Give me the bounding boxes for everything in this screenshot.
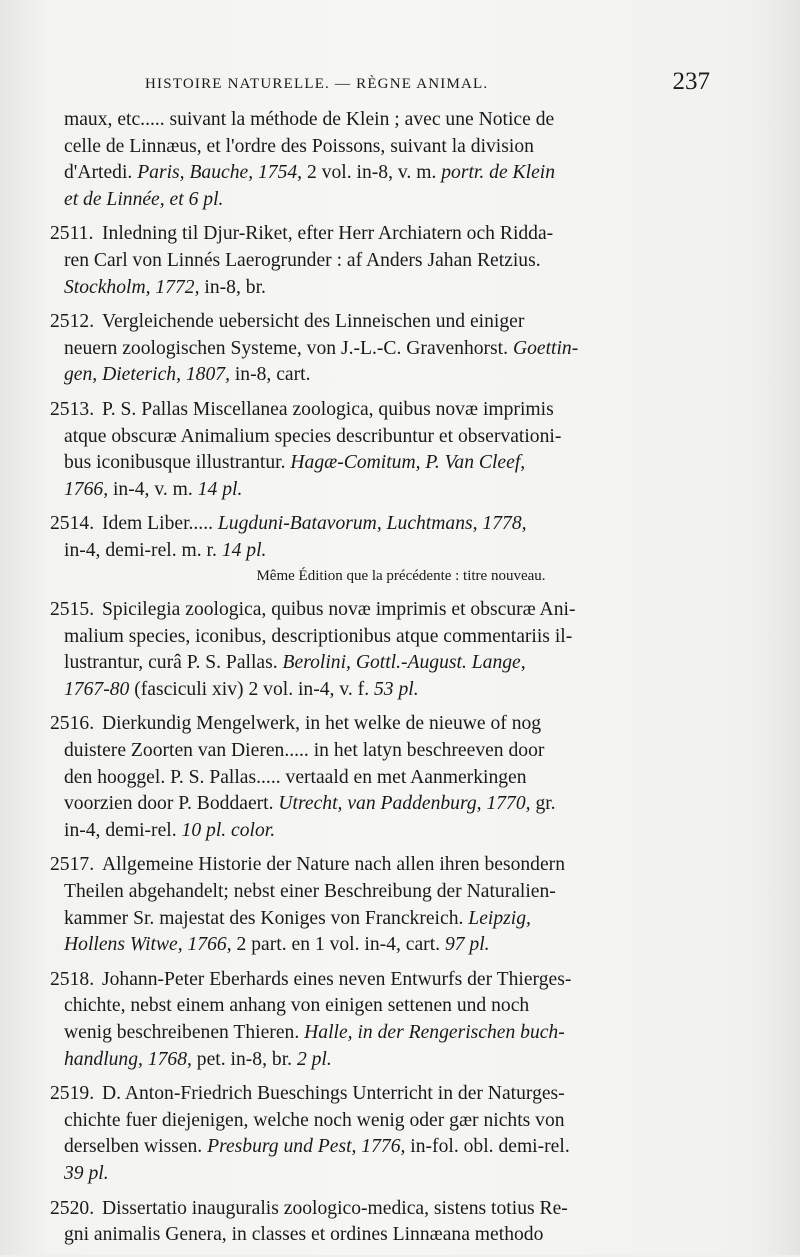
entry-line — [50, 1222, 742, 1249]
entry-line — [50, 134, 742, 161]
italic-text: Lugduni-Batavorum, Luchtmans, 1778, — [217, 513, 527, 535]
entry-number: 2517. — [50, 854, 95, 876]
entry-line — [50, 107, 742, 134]
entry-line — [50, 677, 742, 704]
text-run: bus iconibusque illustrantur. — [64, 452, 291, 474]
italic-text: Paris, Bauche, 1754, — [137, 162, 303, 184]
entry-line — [50, 450, 742, 477]
entry-number: 2518. — [50, 968, 95, 990]
catalogue-entry — [50, 711, 742, 844]
entry-line — [50, 906, 742, 933]
entry-line — [50, 1108, 742, 1135]
entry-line — [50, 932, 742, 959]
entry-line — [50, 362, 742, 389]
text-run: D. Anton-Friedrich Bueschings Unterricht in der Naturges- — [102, 1083, 565, 1105]
catalogue-entry — [50, 597, 742, 703]
text-run: in-8, br. — [199, 276, 266, 298]
entry-line — [50, 424, 742, 451]
entry-line — [50, 852, 742, 879]
entry-line — [50, 738, 742, 765]
text-run: Theilen abgehandelt; nebst einer Beschreibung der Naturalien- — [64, 881, 556, 903]
entry-number: 2516. — [50, 713, 95, 735]
catalogue-entry — [50, 852, 742, 958]
entry-number: 2514. — [50, 513, 95, 535]
entry-line — [50, 1047, 742, 1074]
catalogue-entry — [50, 107, 742, 213]
catalogue-entry — [50, 309, 742, 389]
italic-text: Stockholm, 1772, — [64, 276, 200, 298]
entry-line — [50, 1081, 742, 1108]
text-run: voorzien door P. Boddaert. — [64, 793, 279, 815]
entry-line — [50, 1196, 742, 1223]
italic-text: 14 pl. — [197, 478, 243, 500]
entry-line — [50, 1020, 742, 1047]
italic-text: 97 pl. — [444, 934, 490, 956]
italic-text: Hagæ-Comitum, P. Van Cleef, — [290, 452, 526, 474]
entry-number: 2513. — [50, 398, 95, 420]
catalogue-entry — [50, 1081, 742, 1187]
entry-line — [50, 187, 742, 214]
entry-line — [50, 624, 742, 651]
italic-text: portr. de Klein — [441, 162, 556, 184]
text-run: Inledning til Djur-Riket, efter Herr Archiatern och Ridda- — [102, 223, 554, 245]
entry-line — [50, 791, 742, 818]
entry-line — [50, 221, 742, 248]
entry-number: 2511. — [50, 223, 94, 245]
italic-text: 1766, — [64, 478, 109, 500]
text-run: d'Artedi. — [64, 162, 138, 184]
text-run: ren Carl von Linnés Laerogrunder : af Anders Jahan Retzius. — [64, 249, 541, 271]
text-run: atque obscuræ Animalium species describuntur et observationi- — [64, 425, 562, 447]
text-run: den hooggel. P. S. Pallas..... vertaald en met Aanmerkingen — [64, 766, 527, 788]
entry-line — [50, 397, 742, 424]
entry-line — [50, 967, 742, 994]
text-run: neuern zoologischen Systeme, von J.-L.-C. Gravenhorst. — [64, 337, 513, 359]
text-run: wenig beschreibenen Thieren. — [64, 1022, 305, 1043]
text-run: Spicilegia zoologica, quibus novæ imprimis et obscuræ Ani- — [102, 599, 576, 621]
entry-line — [50, 511, 742, 538]
entry-number: 2515. — [50, 599, 95, 621]
entry-line — [50, 160, 742, 187]
text-run: kammer Sr. majestat des Koniges von Franckreich. — [64, 907, 469, 929]
catalogue-entry — [50, 1196, 742, 1249]
entry-line — [50, 879, 742, 906]
text-run: in-8, cart. — [229, 364, 311, 386]
text-run: duistere Zoorten van Dieren..... in het latyn beschreeven door — [64, 740, 545, 762]
catalogue-entry — [50, 221, 742, 301]
page-header — [145, 68, 710, 102]
entry-number: 2519. — [50, 1083, 95, 1105]
italic-text: Leipzig, — [468, 907, 531, 929]
text-run: celle de Linnæus, et l'ordre des Poissons, suivant la division — [64, 135, 534, 157]
italic-text: 39 pl. — [64, 1162, 109, 1184]
text-run: maux, etc..... suivant la méthode de Klein ; avec une Notice de — [64, 109, 555, 130]
italic-text: 53 pl. — [374, 678, 419, 700]
italic-text: 14 pl. — [221, 539, 267, 561]
entry-number: 2512. — [50, 311, 95, 333]
italic-text: 1767-80 — [64, 678, 130, 700]
catalogue-entry — [50, 511, 742, 589]
italic-text: et de Linnée, et 6 pl. — [64, 188, 224, 210]
entry-line — [50, 275, 742, 302]
text-run: gni animalis Genera, in classes et ordines Linnæana methodo — [64, 1224, 544, 1246]
text-run: malium species, iconibus, descriptionibus atque commentariis il- — [64, 625, 573, 647]
text-run: derselben wissen. — [64, 1136, 208, 1158]
italic-text: 2 pl. — [296, 1048, 332, 1070]
italic-text: Halle, in der Rengerischen buch- — [304, 1022, 565, 1043]
text-run: chichte fuer diejenigen, welche noch wenig oder gær nichts von — [64, 1109, 565, 1131]
catalogue-entry — [50, 397, 742, 503]
italic-text: gen, Dieterich, 1807, — [64, 364, 230, 386]
entry-line — [50, 336, 742, 363]
text-run: Dissertatio inauguralis zoologico-medica, sistens totius Re- — [102, 1197, 568, 1219]
entry-line — [50, 597, 742, 624]
text-run: chichte, nebst einem anhang von einigen settenen und noch — [64, 995, 530, 1017]
text-run: in-4, demi-rel. — [64, 819, 182, 841]
text-run: Johann-Peter Eberhards eines neven Entwurfs der Thierges- — [102, 968, 572, 990]
entry-line — [50, 1134, 742, 1161]
entry-line — [50, 477, 742, 504]
text-run: Vergleichende uebersicht des Linneischen und einiger — [102, 311, 525, 333]
text-run: pet. in-8, br. — [191, 1048, 297, 1070]
text-run: P. S. Pallas Miscellanea zoologica, quibus novæ imprimis — [102, 398, 554, 420]
italic-text: Utrecht, van Paddenburg, 1770, — [278, 793, 531, 815]
entry-line — [50, 993, 742, 1020]
entry-line — [50, 248, 742, 275]
italic-text: Berolini, Gottl.-August. Lange, — [282, 652, 526, 674]
italic-text: Hollens Witwe, 1766, — [64, 934, 232, 956]
entry-line — [50, 650, 742, 677]
entry-line — [50, 818, 742, 845]
page-number: 237 — [672, 68, 710, 95]
text-run: (fasciculi xiv) 2 vol. in-4, v. f. — [129, 678, 374, 700]
text-run: 2 vol. in-8, v. m. — [302, 162, 442, 184]
entry-line — [50, 538, 742, 565]
text-run: Dierkundig Mengelwerk, in het welke de nieuwe of nog — [102, 713, 542, 735]
running-head: HISTOIRE NATURELLE. — RÈGNE ANIMAL. — [145, 76, 489, 92]
entry-line — [50, 1161, 742, 1188]
text-run: 2 part. en 1 vol. in-4, cart. — [231, 934, 445, 956]
entry-number: 2520. — [50, 1197, 95, 1219]
text-run: gr. — [530, 793, 556, 815]
text-run: lustrantur, curâ P. S. Pallas. — [64, 652, 283, 674]
italic-text: handlung, 1768, — [64, 1048, 192, 1070]
text-run: Allgemeine Historie der Nature nach allen ihren besondern — [102, 854, 565, 876]
catalogue-entries — [50, 107, 742, 1257]
entry-note: Même Édition que la précédente : titre nouveau. — [256, 567, 546, 584]
italic-text: Goettin- — [512, 337, 579, 359]
entry-line — [50, 309, 742, 336]
entry-line — [50, 711, 742, 738]
text-run: in-4, v. m. — [108, 478, 198, 500]
text-run: in-4, demi-rel. m. r. — [64, 539, 222, 561]
catalogue-entry — [50, 967, 742, 1073]
text-run: Idem Liber..... — [102, 513, 218, 535]
text-run: in-fol. obl. demi-rel. — [405, 1136, 570, 1158]
italic-text: Presburg und Pest, 1776, — [207, 1136, 406, 1158]
italic-text: 10 pl. color. — [181, 819, 276, 841]
entry-line — [50, 765, 742, 792]
